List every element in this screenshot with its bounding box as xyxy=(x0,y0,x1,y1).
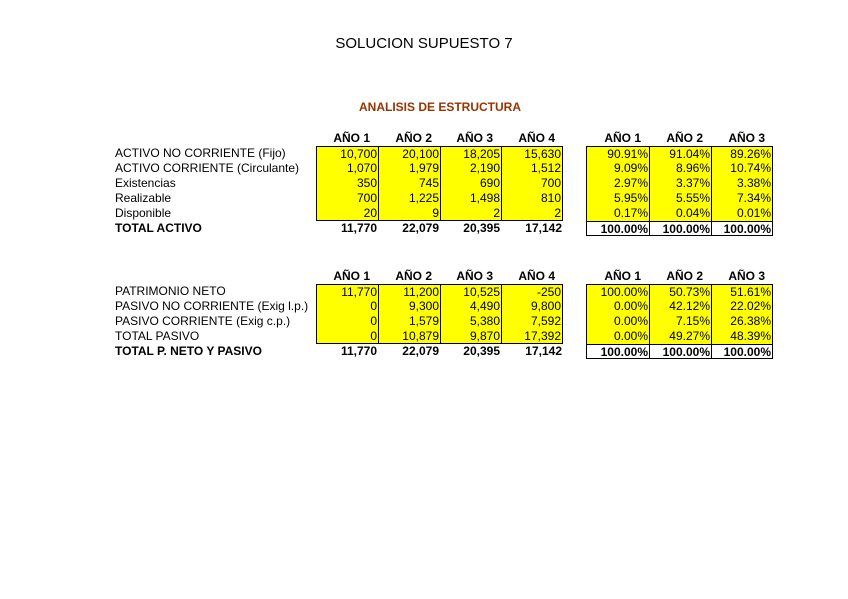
value-cell: 17,392 xyxy=(501,329,563,344)
pct-cell: 0.17% xyxy=(586,206,649,221)
total-pct-cell: 100.00% xyxy=(711,221,773,236)
pct-cell: 0.04% xyxy=(649,206,711,221)
row-label: Existencias xyxy=(115,176,176,190)
column-header: AÑO 3 xyxy=(456,269,493,283)
pct-cell: 5.95% xyxy=(586,191,649,206)
pct-cell: 0.00% xyxy=(586,299,649,314)
pct-cell: 22.02% xyxy=(711,299,773,314)
total-cell: 22,079 xyxy=(402,344,439,358)
row-label: ACTIVO CORRIENTE (Circulante) xyxy=(115,161,300,175)
value-cell: 0 xyxy=(316,314,378,329)
column-header: AÑO 2 xyxy=(395,269,432,283)
value-cell: 9,300 xyxy=(378,299,440,314)
value-cell: 4,490 xyxy=(440,299,501,314)
column-header: AÑO 1 xyxy=(333,269,370,283)
total-pct-cell: 100.00% xyxy=(586,344,649,359)
value-cell: 2,190 xyxy=(440,161,501,176)
value-cell: 15,630 xyxy=(501,146,563,161)
total-cell: 20,395 xyxy=(463,221,500,235)
value-cell: 0 xyxy=(316,329,378,344)
column-header: AÑO 4 xyxy=(518,131,555,145)
pct-cell: 48.39% xyxy=(711,329,773,344)
pct-cell: 0.00% xyxy=(586,329,649,344)
total-pct-cell: 100.00% xyxy=(649,344,711,359)
value-cell: 5,380 xyxy=(440,314,501,329)
value-cell: 9,800 xyxy=(501,299,563,314)
pct-cell: 8.96% xyxy=(649,161,711,176)
value-cell: 1,498 xyxy=(440,191,501,206)
pct-cell: 3.38% xyxy=(711,176,773,191)
value-cell: 810 xyxy=(501,191,563,206)
value-cell: 11,770 xyxy=(316,284,378,299)
row-label: PASIVO NO CORRIENTE (Exig l.p.) xyxy=(115,299,309,313)
pct-cell: 42.12% xyxy=(649,299,711,314)
value-cell: 1,225 xyxy=(378,191,440,206)
column-header: AÑO 1 xyxy=(333,131,370,145)
value-cell: 9,870 xyxy=(440,329,501,344)
value-cell: 1,579 xyxy=(378,314,440,329)
total-cell: 11,770 xyxy=(340,344,377,358)
column-header: AÑO 4 xyxy=(518,269,555,283)
total-pct-cell: 100.00% xyxy=(649,221,711,236)
pct-cell: 90.91% xyxy=(586,146,649,161)
pct-cell: 7.34% xyxy=(711,191,773,206)
value-cell: 1,070 xyxy=(316,161,378,176)
pct-cell: 5.55% xyxy=(649,191,711,206)
total-cell: 17,142 xyxy=(525,221,562,235)
pct-cell: 7.15% xyxy=(649,314,711,329)
value-cell: 11,200 xyxy=(378,284,440,299)
total-cell: 22,079 xyxy=(402,221,439,235)
total-pct-cell: 100.00% xyxy=(586,221,649,236)
value-cell: 10,525 xyxy=(440,284,501,299)
pct-cell: 51.61% xyxy=(711,284,773,299)
pct-cell: 50.73% xyxy=(649,284,711,299)
pct-cell: 0.01% xyxy=(711,206,773,221)
value-cell: 700 xyxy=(316,191,378,206)
pct-cell: 100.00% xyxy=(586,284,649,299)
column-header: AÑO 2 xyxy=(395,131,432,145)
pct-cell: 91.04% xyxy=(649,146,711,161)
pct-cell: 2.97% xyxy=(586,176,649,191)
value-cell: 1,979 xyxy=(378,161,440,176)
pct-cell: 0.00% xyxy=(586,314,649,329)
page-title: SOLUCION SUPUESTO 7 xyxy=(335,35,513,52)
value-cell: 10,879 xyxy=(378,329,440,344)
row-label: PATRIMONIO NETO xyxy=(115,284,226,298)
column-header-pct: AÑO 3 xyxy=(728,131,765,145)
value-cell: 9 xyxy=(378,206,440,221)
value-cell: 18,205 xyxy=(440,146,501,161)
pct-cell: 49.27% xyxy=(649,329,711,344)
value-cell: 2 xyxy=(440,206,501,221)
value-cell: 0 xyxy=(316,299,378,314)
column-header-pct: AÑO 3 xyxy=(728,269,765,283)
pct-cell: 89.26% xyxy=(711,146,773,161)
row-label: ACTIVO NO CORRIENTE (Fijo) xyxy=(115,146,286,160)
value-cell: 10,700 xyxy=(316,146,378,161)
value-cell: 20,100 xyxy=(378,146,440,161)
pct-cell: 9.09% xyxy=(586,161,649,176)
value-cell: 2 xyxy=(501,206,563,221)
total-pct-cell: 100.00% xyxy=(711,344,773,359)
total-label: TOTAL P. NETO Y PASIVO xyxy=(115,344,262,358)
value-cell: 20 xyxy=(316,206,378,221)
value-cell: 745 xyxy=(378,176,440,191)
column-header-pct: AÑO 1 xyxy=(604,131,641,145)
value-cell: 700 xyxy=(501,176,563,191)
total-cell: 17,142 xyxy=(525,344,562,358)
column-header-pct: AÑO 1 xyxy=(604,269,641,283)
value-cell: 7,592 xyxy=(501,314,563,329)
row-label: PASIVO CORRIENTE (Exig c.p.) xyxy=(115,314,291,328)
pct-cell: 3.37% xyxy=(649,176,711,191)
row-label: Disponible xyxy=(115,206,172,220)
row-label: TOTAL PASIVO xyxy=(115,329,200,343)
pct-cell: 26.38% xyxy=(711,314,773,329)
column-header: AÑO 3 xyxy=(456,131,493,145)
value-cell: -250 xyxy=(501,284,563,299)
value-cell: 1,512 xyxy=(501,161,563,176)
value-cell: 350 xyxy=(316,176,378,191)
pct-cell: 10.74% xyxy=(711,161,773,176)
total-label: TOTAL ACTIVO xyxy=(115,221,202,235)
column-header-pct: AÑO 2 xyxy=(666,131,703,145)
row-label: Realizable xyxy=(115,191,172,205)
total-cell: 11,770 xyxy=(340,221,377,235)
value-cell: 690 xyxy=(440,176,501,191)
section-title: ANALISIS DE ESTRUCTURA xyxy=(358,100,521,114)
column-header-pct: AÑO 2 xyxy=(666,269,703,283)
total-cell: 20,395 xyxy=(463,344,500,358)
